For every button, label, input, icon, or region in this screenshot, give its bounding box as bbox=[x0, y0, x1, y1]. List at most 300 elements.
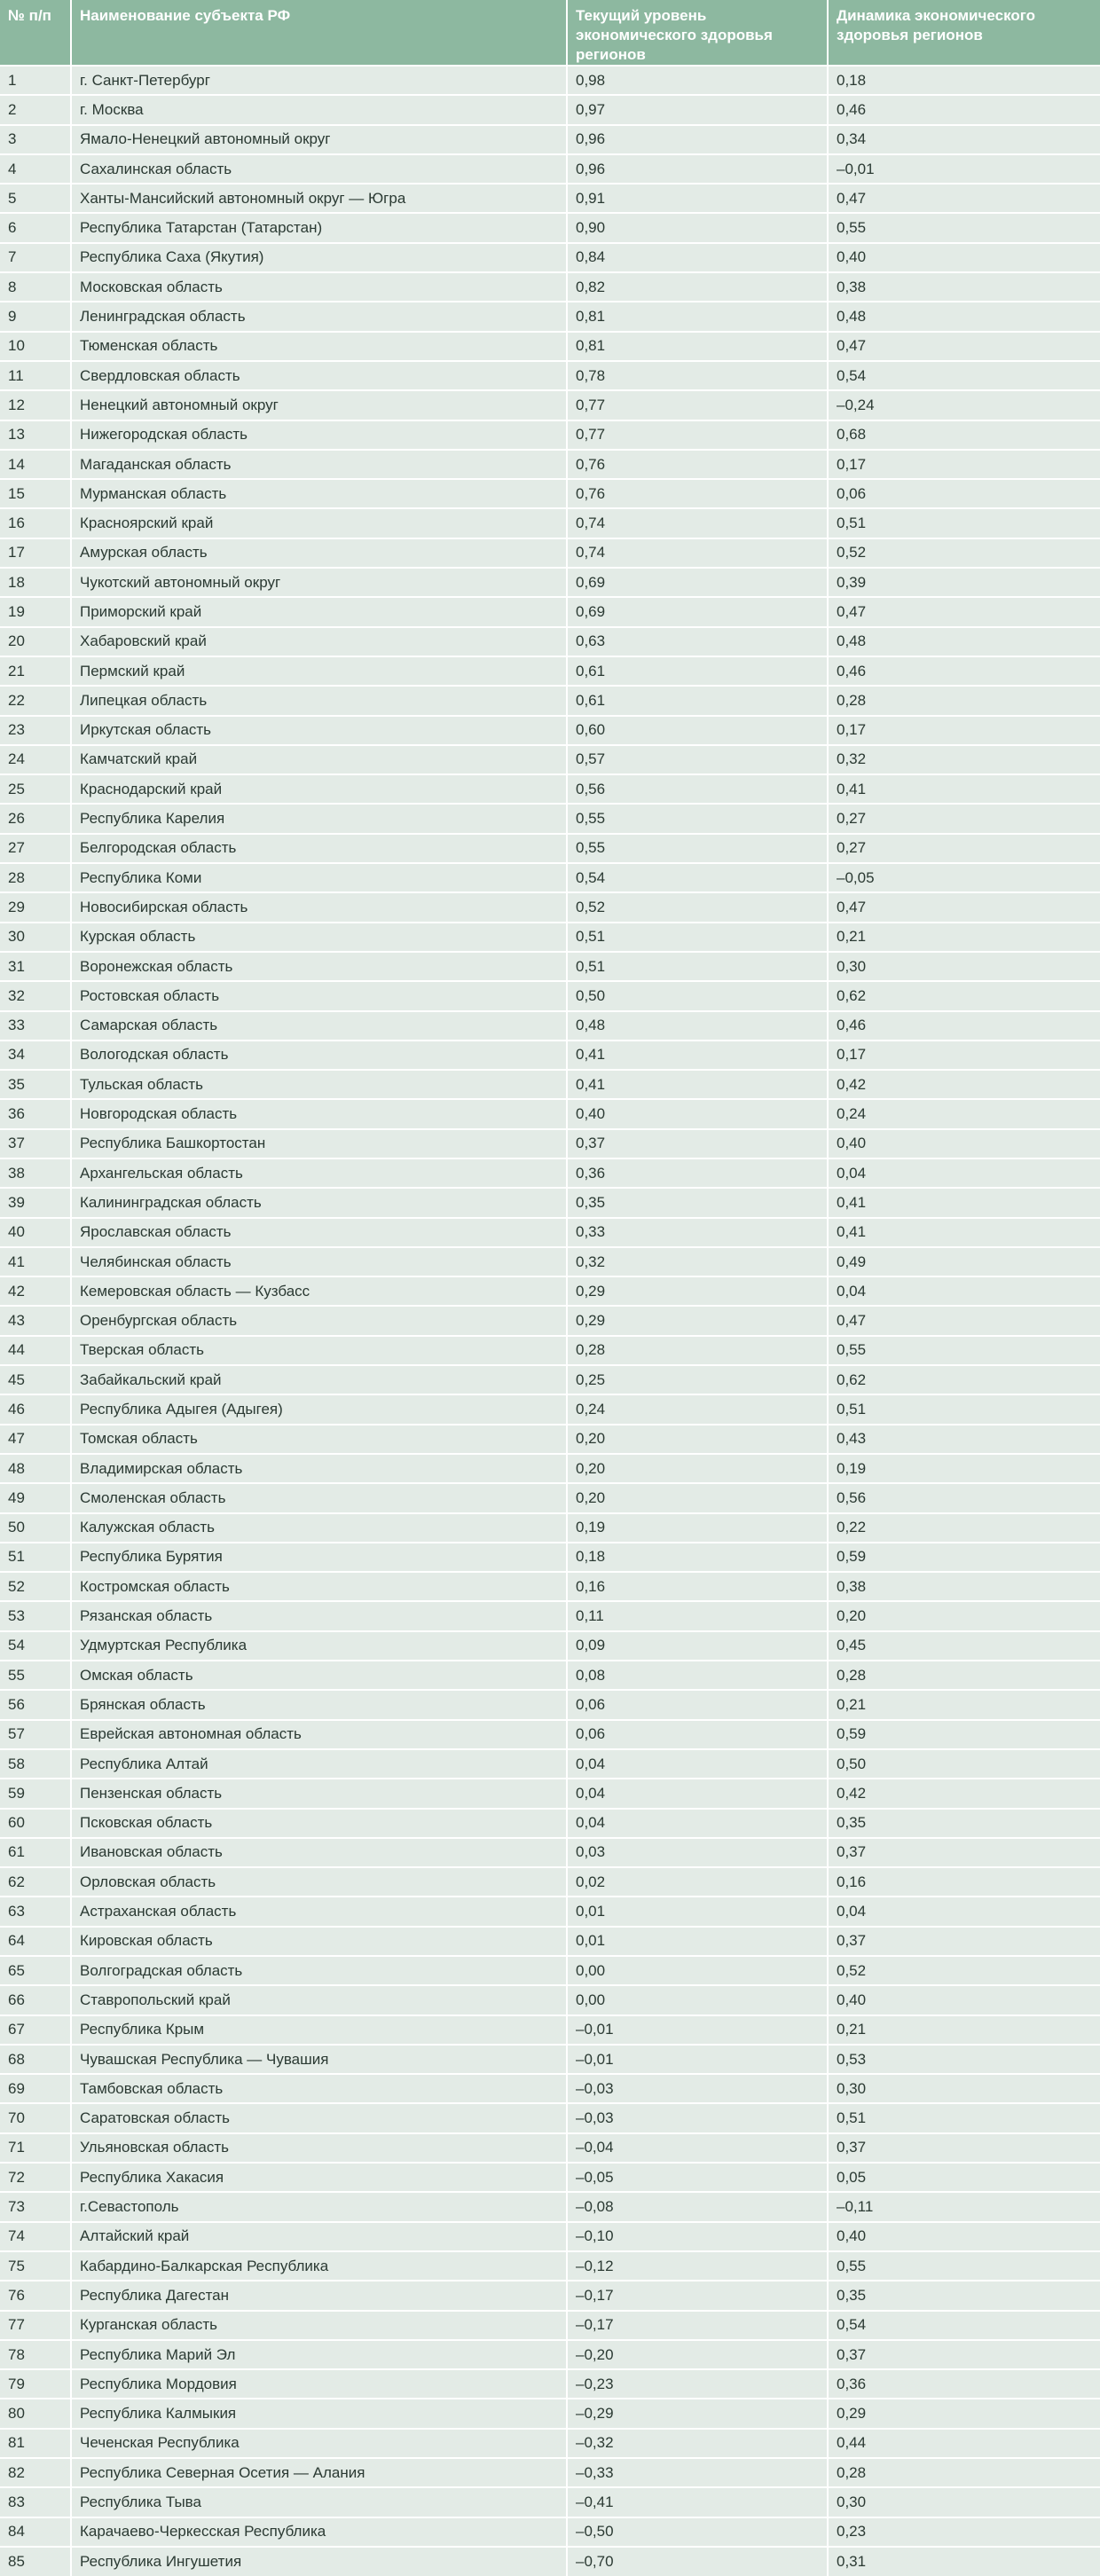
cell-number: 27 bbox=[0, 834, 71, 863]
cell-current-level: –0,33 bbox=[567, 2458, 828, 2487]
cell-current-level: 0,06 bbox=[567, 1720, 828, 1749]
cell-current-level: –0,17 bbox=[567, 2281, 828, 2310]
cell-region-name: Республика Карелия bbox=[71, 804, 567, 833]
cell-region-name: Еврейская автономная область bbox=[71, 1720, 567, 1749]
table-row bbox=[0, 1956, 1100, 1985]
cell-number: 1 bbox=[0, 66, 71, 95]
cell-region-name: Краснодарский край bbox=[71, 774, 567, 804]
cell-region-name: Челябинская область bbox=[71, 1247, 567, 1276]
cell-region-name: Курганская область bbox=[71, 2311, 567, 2340]
cell-current-level: –0,32 bbox=[567, 2429, 828, 2458]
table-row bbox=[0, 834, 1100, 863]
cell-region-name: Приморский край bbox=[71, 597, 567, 626]
cell-current-level: 0,52 bbox=[567, 892, 828, 922]
cell-region-name: Нижегородская область bbox=[71, 420, 567, 450]
cell-number: 16 bbox=[0, 508, 71, 538]
cell-number: 77 bbox=[0, 2311, 71, 2340]
table-row bbox=[0, 2487, 1100, 2517]
cell-region-name: Ямало-Ненецкий автономный округ bbox=[71, 125, 567, 154]
cell-current-level: 0,11 bbox=[567, 1601, 828, 1630]
cell-number: 26 bbox=[0, 804, 71, 833]
cell-number: 36 bbox=[0, 1099, 71, 1128]
cell-region-name: Орловская область bbox=[71, 1867, 567, 1897]
cell-number: 67 bbox=[0, 2015, 71, 2045]
table-row bbox=[0, 1838, 1100, 1867]
cell-region-name: Республика Калмыкия bbox=[71, 2399, 567, 2428]
cell-number: 58 bbox=[0, 1749, 71, 1779]
cell-number: 34 bbox=[0, 1041, 71, 1070]
cell-dynamics: 0,35 bbox=[828, 1809, 1100, 1838]
cell-current-level: 0,33 bbox=[567, 1218, 828, 1247]
cell-dynamics: 0,37 bbox=[828, 1838, 1100, 1867]
cell-dynamics: 0,62 bbox=[828, 1365, 1100, 1394]
cell-number: 2 bbox=[0, 95, 71, 124]
cell-number: 11 bbox=[0, 361, 71, 390]
cell-number: 5 bbox=[0, 184, 71, 213]
cell-region-name: Самарская область bbox=[71, 1011, 567, 1041]
cell-region-name: Кировская область bbox=[71, 1927, 567, 1956]
cell-dynamics: –0,24 bbox=[828, 390, 1100, 420]
cell-region-name: Мурманская область bbox=[71, 479, 567, 508]
cell-number: 18 bbox=[0, 568, 71, 597]
cell-number: 53 bbox=[0, 1601, 71, 1630]
table-row bbox=[0, 804, 1100, 833]
cell-region-name: Астраханская область bbox=[71, 1897, 567, 1926]
table-row bbox=[0, 2547, 1100, 2576]
cell-current-level: 0,32 bbox=[567, 1247, 828, 1276]
cell-dynamics: 0,24 bbox=[828, 1099, 1100, 1128]
cell-dynamics: 0,23 bbox=[828, 2517, 1100, 2547]
table-row bbox=[0, 774, 1100, 804]
cell-region-name: Оренбургская область bbox=[71, 1306, 567, 1335]
cell-current-level: 0,51 bbox=[567, 952, 828, 981]
cell-dynamics: 0,48 bbox=[828, 302, 1100, 331]
cell-current-level: 0,78 bbox=[567, 361, 828, 390]
cell-number: 41 bbox=[0, 1247, 71, 1276]
cell-dynamics: 0,36 bbox=[828, 2369, 1100, 2399]
cell-dynamics: 0,37 bbox=[828, 1927, 1100, 1956]
cell-region-name: Камчатский край bbox=[71, 745, 567, 774]
cell-dynamics: 0,30 bbox=[828, 952, 1100, 981]
cell-dynamics: 0,47 bbox=[828, 597, 1100, 626]
cell-region-name: Волгоградская область bbox=[71, 1956, 567, 1985]
cell-number: 6 bbox=[0, 213, 71, 242]
cell-current-level: 0,09 bbox=[567, 1631, 828, 1661]
cell-current-level: –0,12 bbox=[567, 2251, 828, 2281]
cell-dynamics: 0,37 bbox=[828, 2340, 1100, 2369]
cell-current-level: –0,29 bbox=[567, 2399, 828, 2428]
cell-number: 60 bbox=[0, 1809, 71, 1838]
table-row bbox=[0, 1690, 1100, 1719]
table-row bbox=[0, 1188, 1100, 1217]
cell-dynamics: 0,48 bbox=[828, 627, 1100, 656]
cell-number: 21 bbox=[0, 656, 71, 686]
cell-dynamics: 0,04 bbox=[828, 1897, 1100, 1926]
cell-current-level: 0,50 bbox=[567, 981, 828, 1010]
cell-dynamics: 0,54 bbox=[828, 361, 1100, 390]
table-row bbox=[0, 1985, 1100, 2014]
cell-number: 17 bbox=[0, 538, 71, 568]
cell-current-level: 0,82 bbox=[567, 272, 828, 302]
table-row bbox=[0, 1543, 1100, 1572]
table-row bbox=[0, 1129, 1100, 1158]
cell-region-name: Республика Татарстан (Татарстан) bbox=[71, 213, 567, 242]
cell-number: 68 bbox=[0, 2045, 71, 2074]
cell-dynamics: 0,21 bbox=[828, 2015, 1100, 2045]
cell-dynamics: 0,28 bbox=[828, 1661, 1100, 1690]
cell-dynamics: 0,40 bbox=[828, 2222, 1100, 2251]
table-row bbox=[0, 1927, 1100, 1956]
cell-number: 71 bbox=[0, 2133, 71, 2163]
cell-current-level: 0,77 bbox=[567, 390, 828, 420]
cell-current-level: 0,77 bbox=[567, 420, 828, 450]
cell-number: 49 bbox=[0, 1483, 71, 1512]
table-row bbox=[0, 2074, 1100, 2103]
cell-current-level: 0,57 bbox=[567, 745, 828, 774]
cell-current-level: –0,70 bbox=[567, 2547, 828, 2576]
cell-region-name: Владимирская область bbox=[71, 1454, 567, 1483]
table-row bbox=[0, 508, 1100, 538]
cell-dynamics: 0,28 bbox=[828, 2458, 1100, 2487]
cell-current-level: 0,61 bbox=[567, 686, 828, 715]
cell-dynamics: 0,41 bbox=[828, 1188, 1100, 1217]
cell-region-name: Амурская область bbox=[71, 538, 567, 568]
cell-dynamics: 0,59 bbox=[828, 1543, 1100, 1572]
cell-region-name: Кемеровская область — Кузбасс bbox=[71, 1276, 567, 1306]
table-row bbox=[0, 923, 1100, 952]
cell-current-level: 0,36 bbox=[567, 1158, 828, 1188]
cell-current-level: 0,69 bbox=[567, 568, 828, 597]
cell-dynamics: 0,04 bbox=[828, 1276, 1100, 1306]
cell-region-name: Смоленская область bbox=[71, 1483, 567, 1512]
cell-current-level: –0,01 bbox=[567, 2015, 828, 2045]
cell-current-level: 0,00 bbox=[567, 1985, 828, 2014]
cell-dynamics: 0,27 bbox=[828, 834, 1100, 863]
cell-number: 20 bbox=[0, 627, 71, 656]
table-row bbox=[0, 2251, 1100, 2281]
cell-number: 81 bbox=[0, 2429, 71, 2458]
cell-number: 3 bbox=[0, 125, 71, 154]
cell-number: 24 bbox=[0, 745, 71, 774]
cell-dynamics: 0,46 bbox=[828, 95, 1100, 124]
table-row bbox=[0, 243, 1100, 272]
cell-dynamics: 0,37 bbox=[828, 2133, 1100, 2163]
cell-current-level: 0,20 bbox=[567, 1483, 828, 1512]
table-row bbox=[0, 2429, 1100, 2458]
cell-dynamics: 0,55 bbox=[828, 2251, 1100, 2281]
cell-number: 7 bbox=[0, 243, 71, 272]
cell-current-level: –0,20 bbox=[567, 2340, 828, 2369]
cell-region-name: Кабардино-Балкарская Республика bbox=[71, 2251, 567, 2281]
cell-current-level: 0,76 bbox=[567, 450, 828, 479]
cell-current-level: 0,18 bbox=[567, 1543, 828, 1572]
cell-dynamics: 0,30 bbox=[828, 2074, 1100, 2103]
table-row bbox=[0, 597, 1100, 626]
cell-current-level: 0,03 bbox=[567, 1838, 828, 1867]
cell-region-name: Вологодская область bbox=[71, 1041, 567, 1070]
table-row bbox=[0, 1158, 1100, 1188]
cell-dynamics: 0,62 bbox=[828, 981, 1100, 1010]
table-row bbox=[0, 1041, 1100, 1070]
table-row bbox=[0, 125, 1100, 154]
cell-region-name: Омская область bbox=[71, 1661, 567, 1690]
cell-dynamics: 0,41 bbox=[828, 1218, 1100, 1247]
cell-region-name: г. Санкт-Петербург bbox=[71, 66, 567, 95]
table-row bbox=[0, 952, 1100, 981]
cell-number: 63 bbox=[0, 1897, 71, 1926]
cell-number: 15 bbox=[0, 479, 71, 508]
cell-number: 14 bbox=[0, 450, 71, 479]
cell-dynamics: 0,20 bbox=[828, 1601, 1100, 1630]
table-row bbox=[0, 2103, 1100, 2132]
cell-number: 33 bbox=[0, 1011, 71, 1041]
cell-region-name: Новосибирская область bbox=[71, 892, 567, 922]
cell-current-level: 0,91 bbox=[567, 184, 828, 213]
cell-dynamics: 0,40 bbox=[828, 243, 1100, 272]
cell-region-name: Магаданская область bbox=[71, 450, 567, 479]
cell-current-level: 0,61 bbox=[567, 656, 828, 686]
cell-number: 66 bbox=[0, 1985, 71, 2014]
cell-region-name: Красноярский край bbox=[71, 508, 567, 538]
cell-dynamics: 0,54 bbox=[828, 2311, 1100, 2340]
cell-region-name: Иркутская область bbox=[71, 716, 567, 745]
cell-region-name: Республика Бурятия bbox=[71, 1543, 567, 1572]
header-current-level: Текущий уровень экономического здоровья регионов bbox=[567, 0, 828, 66]
cell-region-name: Ханты-Мансийский автономный округ — Югра bbox=[71, 184, 567, 213]
cell-dynamics: 0,21 bbox=[828, 1690, 1100, 1719]
cell-region-name: Брянская область bbox=[71, 1690, 567, 1719]
cell-current-level: –0,17 bbox=[567, 2311, 828, 2340]
cell-number: 30 bbox=[0, 923, 71, 952]
cell-region-name: Тверская область bbox=[71, 1336, 567, 1365]
table-row bbox=[0, 745, 1100, 774]
cell-region-name: Ставропольский край bbox=[71, 1985, 567, 2014]
cell-number: 72 bbox=[0, 2163, 71, 2192]
cell-region-name: Удмуртская Республика bbox=[71, 1631, 567, 1661]
table-row bbox=[0, 1720, 1100, 1749]
cell-number: 57 bbox=[0, 1720, 71, 1749]
cell-region-name: Томская область bbox=[71, 1425, 567, 1454]
cell-region-name: Липецкая область bbox=[71, 686, 567, 715]
cell-dynamics: 0,51 bbox=[828, 1394, 1100, 1424]
cell-region-name: Республика Адыгея (Адыгея) bbox=[71, 1394, 567, 1424]
header-region-name: Наименование субъекта РФ bbox=[71, 0, 567, 66]
cell-region-name: Пермский край bbox=[71, 656, 567, 686]
cell-dynamics: 0,42 bbox=[828, 1779, 1100, 1808]
cell-current-level: 0,96 bbox=[567, 125, 828, 154]
cell-current-level: –0,41 bbox=[567, 2487, 828, 2517]
cell-region-name: г. Москва bbox=[71, 95, 567, 124]
table-body bbox=[0, 66, 1100, 2576]
cell-current-level: 0,54 bbox=[567, 863, 828, 892]
cell-current-level: 0,29 bbox=[567, 1306, 828, 1335]
table-row bbox=[0, 716, 1100, 745]
cell-dynamics: 0,59 bbox=[828, 1720, 1100, 1749]
table-row bbox=[0, 1070, 1100, 1099]
cell-dynamics: 0,47 bbox=[828, 1306, 1100, 1335]
table-row bbox=[0, 1425, 1100, 1454]
cell-dynamics: 0,29 bbox=[828, 2399, 1100, 2428]
cell-current-level: 0,74 bbox=[567, 538, 828, 568]
cell-current-level: –0,50 bbox=[567, 2517, 828, 2547]
table-row bbox=[0, 2517, 1100, 2547]
cell-number: 40 bbox=[0, 1218, 71, 1247]
cell-number: 80 bbox=[0, 2399, 71, 2428]
header-dynamics: Динамика экономического здоровья регионов bbox=[828, 0, 1100, 66]
cell-region-name: Республика Башкортостан bbox=[71, 1129, 567, 1158]
table-row bbox=[0, 1218, 1100, 1247]
table-row bbox=[0, 1099, 1100, 1128]
cell-number: 10 bbox=[0, 332, 71, 361]
cell-current-level: 0,06 bbox=[567, 1690, 828, 1719]
cell-region-name: Воронежская область bbox=[71, 952, 567, 981]
cell-current-level: 0,37 bbox=[567, 1129, 828, 1158]
cell-number: 79 bbox=[0, 2369, 71, 2399]
cell-region-name: Республика Алтай bbox=[71, 1749, 567, 1779]
table-row bbox=[0, 1306, 1100, 1335]
cell-current-level: 0,63 bbox=[567, 627, 828, 656]
cell-current-level: 0,01 bbox=[567, 1927, 828, 1956]
table-row bbox=[0, 1011, 1100, 1041]
cell-number: 29 bbox=[0, 892, 71, 922]
cell-number: 31 bbox=[0, 952, 71, 981]
cell-region-name: Чувашская Республика — Чувашия bbox=[71, 2045, 567, 2074]
cell-dynamics: 0,55 bbox=[828, 1336, 1100, 1365]
table-row bbox=[0, 1483, 1100, 1512]
table-row bbox=[0, 1809, 1100, 1838]
header-row bbox=[0, 0, 1100, 66]
table-row bbox=[0, 390, 1100, 420]
cell-number: 75 bbox=[0, 2251, 71, 2281]
cell-current-level: 0,56 bbox=[567, 774, 828, 804]
cell-dynamics: 0,16 bbox=[828, 1867, 1100, 1897]
cell-region-name: Свердловская область bbox=[71, 361, 567, 390]
cell-dynamics: 0,40 bbox=[828, 1129, 1100, 1158]
cell-number: 73 bbox=[0, 2192, 71, 2221]
cell-current-level: –0,08 bbox=[567, 2192, 828, 2221]
cell-dynamics: 0,17 bbox=[828, 716, 1100, 745]
table-row bbox=[0, 1336, 1100, 1365]
cell-region-name: Республика Марий Эл bbox=[71, 2340, 567, 2369]
cell-number: 78 bbox=[0, 2340, 71, 2369]
cell-dynamics: 0,34 bbox=[828, 125, 1100, 154]
cell-dynamics: –0,01 bbox=[828, 154, 1100, 184]
cell-number: 70 bbox=[0, 2103, 71, 2132]
cell-number: 22 bbox=[0, 686, 71, 715]
cell-region-name: Тюменская область bbox=[71, 332, 567, 361]
cell-region-name: Республика Мордовия bbox=[71, 2369, 567, 2399]
table-row bbox=[0, 1247, 1100, 1276]
table-row bbox=[0, 1749, 1100, 1779]
cell-current-level: 0,81 bbox=[567, 302, 828, 331]
table-row bbox=[0, 2369, 1100, 2399]
cell-dynamics: 0,47 bbox=[828, 184, 1100, 213]
cell-number: 48 bbox=[0, 1454, 71, 1483]
cell-dynamics: 0,44 bbox=[828, 2429, 1100, 2458]
cell-number: 4 bbox=[0, 154, 71, 184]
cell-dynamics: 0,47 bbox=[828, 892, 1100, 922]
table-row bbox=[0, 420, 1100, 450]
cell-region-name: Республика Крым bbox=[71, 2015, 567, 2045]
cell-number: 25 bbox=[0, 774, 71, 804]
cell-region-name: Пензенская область bbox=[71, 1779, 567, 1808]
cell-current-level: 0,90 bbox=[567, 213, 828, 242]
cell-region-name: Карачаево-Черкесская Республика bbox=[71, 2517, 567, 2547]
cell-number: 42 bbox=[0, 1276, 71, 1306]
cell-current-level: 0,55 bbox=[567, 804, 828, 833]
table-row bbox=[0, 184, 1100, 213]
cell-dynamics: 0,35 bbox=[828, 2281, 1100, 2310]
cell-number: 76 bbox=[0, 2281, 71, 2310]
cell-current-level: 0,04 bbox=[567, 1779, 828, 1808]
cell-dynamics: 0,22 bbox=[828, 1513, 1100, 1543]
cell-current-level: 0,28 bbox=[567, 1336, 828, 1365]
cell-dynamics: 0,31 bbox=[828, 2547, 1100, 2576]
cell-current-level: 0,24 bbox=[567, 1394, 828, 1424]
cell-current-level: 0,25 bbox=[567, 1365, 828, 1394]
table-row bbox=[0, 2281, 1100, 2310]
table-header bbox=[0, 0, 1100, 66]
cell-current-level: 0,08 bbox=[567, 1661, 828, 1690]
table-row bbox=[0, 981, 1100, 1010]
cell-current-level: 0,81 bbox=[567, 332, 828, 361]
cell-number: 35 bbox=[0, 1070, 71, 1099]
table-row bbox=[0, 154, 1100, 184]
cell-current-level: 0,02 bbox=[567, 1867, 828, 1897]
table-row bbox=[0, 95, 1100, 124]
table-row bbox=[0, 2192, 1100, 2221]
cell-dynamics: 0,52 bbox=[828, 538, 1100, 568]
cell-region-name: Республика Ингушетия bbox=[71, 2547, 567, 2576]
cell-dynamics: 0,56 bbox=[828, 1483, 1100, 1512]
cell-region-name: Архангельская область bbox=[71, 1158, 567, 1188]
table-row bbox=[0, 627, 1100, 656]
cell-current-level: –0,03 bbox=[567, 2103, 828, 2132]
cell-current-level: –0,01 bbox=[567, 2045, 828, 2074]
cell-number: 46 bbox=[0, 1394, 71, 1424]
cell-region-name: Чеченская Республика bbox=[71, 2429, 567, 2458]
cell-dynamics: 0,52 bbox=[828, 1956, 1100, 1985]
table-row bbox=[0, 1454, 1100, 1483]
table-row bbox=[0, 66, 1100, 95]
table-row bbox=[0, 1631, 1100, 1661]
table-row bbox=[0, 1867, 1100, 1897]
cell-dynamics: 0,46 bbox=[828, 1011, 1100, 1041]
cell-current-level: 0,40 bbox=[567, 1099, 828, 1128]
cell-current-level: 0,20 bbox=[567, 1454, 828, 1483]
cell-region-name: Тамбовская область bbox=[71, 2074, 567, 2103]
cell-dynamics: 0,19 bbox=[828, 1454, 1100, 1483]
cell-number: 44 bbox=[0, 1336, 71, 1365]
cell-current-level: 0,19 bbox=[567, 1513, 828, 1543]
cell-dynamics: 0,42 bbox=[828, 1070, 1100, 1099]
table-row bbox=[0, 302, 1100, 331]
cell-number: 84 bbox=[0, 2517, 71, 2547]
cell-current-level: 0,84 bbox=[567, 243, 828, 272]
cell-dynamics: 0,51 bbox=[828, 508, 1100, 538]
cell-current-level: –0,03 bbox=[567, 2074, 828, 2103]
cell-dynamics: 0,06 bbox=[828, 479, 1100, 508]
cell-number: 52 bbox=[0, 1572, 71, 1601]
table-row bbox=[0, 1276, 1100, 1306]
cell-region-name: Сахалинская область bbox=[71, 154, 567, 184]
cell-number: 39 bbox=[0, 1188, 71, 1217]
cell-region-name: Ивановская область bbox=[71, 1838, 567, 1867]
cell-dynamics: 0,49 bbox=[828, 1247, 1100, 1276]
cell-region-name: Республика Северная Осетия — Алания bbox=[71, 2458, 567, 2487]
cell-region-name: Саратовская область bbox=[71, 2103, 567, 2132]
cell-dynamics: 0,53 bbox=[828, 2045, 1100, 2074]
